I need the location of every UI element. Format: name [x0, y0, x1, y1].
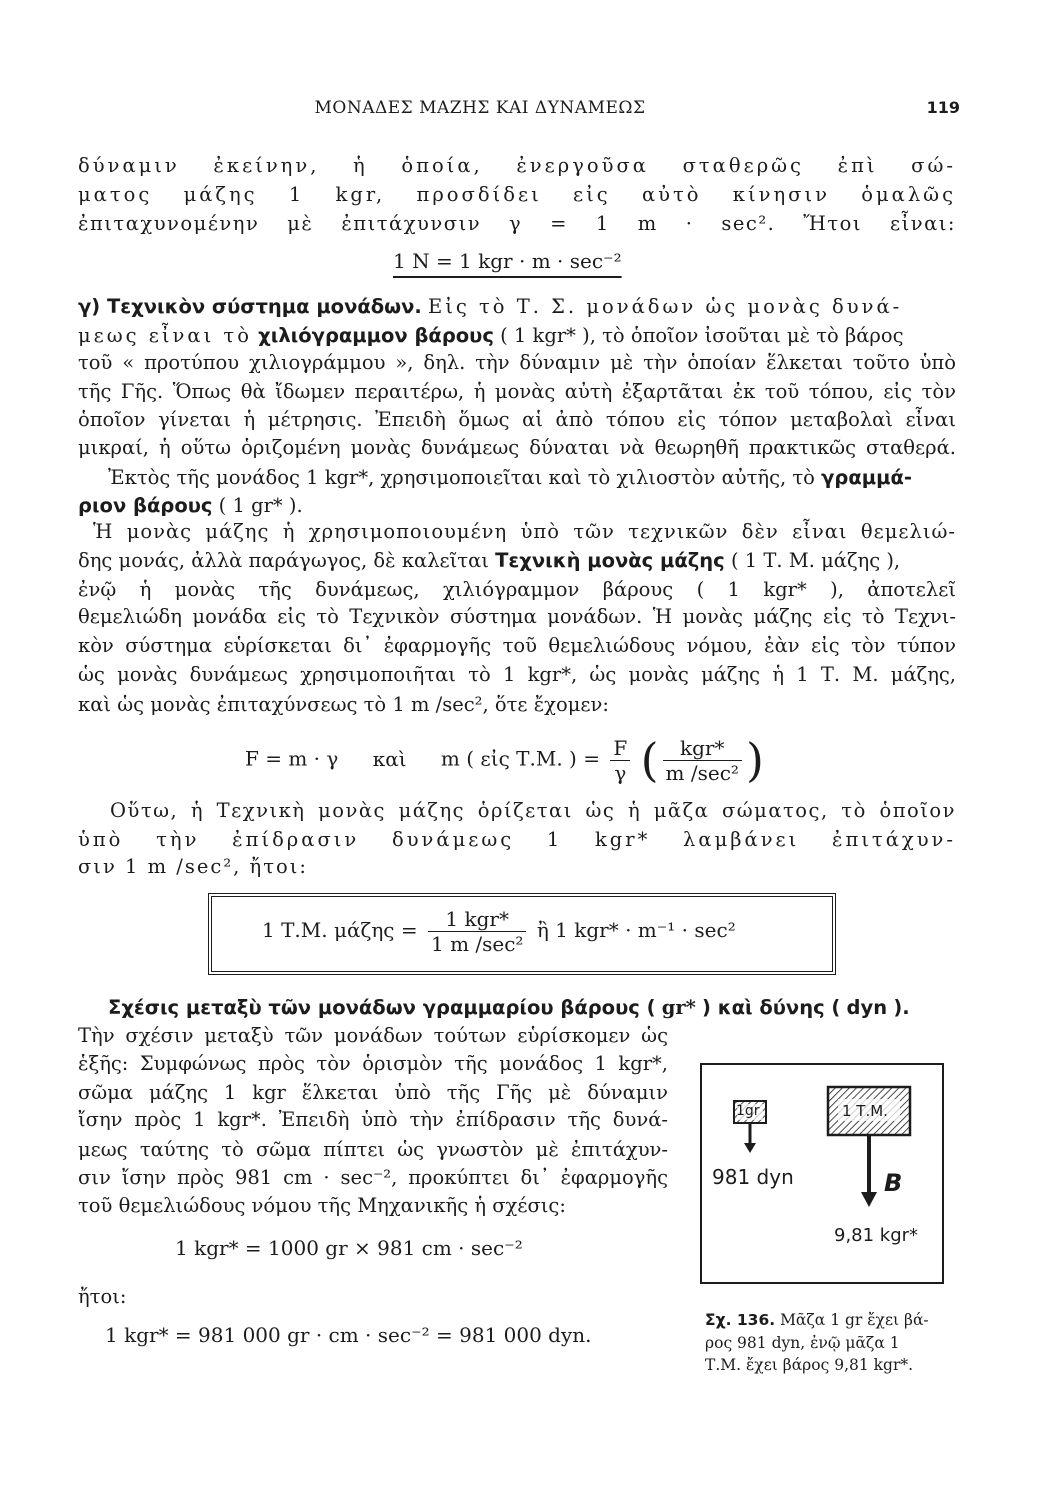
equation-newton: 1 N = 1 kgr · m · sec⁻² — [393, 249, 622, 273]
section-heading: γ) Τεχνικὸν σύστημα μονάδων. — [78, 295, 422, 318]
text-line: ἐνῷ ἡ μονὰς τῆς δυνάμεως, χιλιόγραμμον βάρους ( 1 kgr* ), ἀποτελεῖ — [78, 578, 956, 601]
bold-term: γραμμά- — [821, 466, 912, 489]
equation-mass-unit: F = m · γ καὶ m ( εἰς Τ.Μ. ) = $\frac{F}{\gamma}$ ( $\frac{\text{kgr*}}{\text{m /sec²}}$ ) — [245, 733, 764, 787]
text-line: Οὕτω, ἡ Τεχνικὴ μονὰς μάζης ὁρίζεται ὡς ἡ μᾶζα σώματος, τὸ ὁποῖον — [110, 799, 956, 822]
text-line: μικραί, ἡ οὕτω ὁριζομένη μονὰς δυνάμεως δύναται νὰ θεωρηθῆ πρακτικῶς σταθερά. — [78, 436, 956, 459]
figure-label-981dyn: 981 dyn — [712, 1165, 794, 1189]
text-line: δης μονάς, ἀλλὰ παράγωγος, δὲ καλεῖται Τεχνικὴ μονὰς μάζης ( 1 Τ. Μ. μάζης ), — [78, 549, 901, 572]
text-line: ἑξῆς: Συμφώνως πρὸς τὸν ὁρισμὸν τῆς μονάδος 1 kgr*, — [78, 1052, 668, 1075]
equation-result: 1 kgr* = 981 000 gr · cm · sec⁻² = 981 000 dyn. — [105, 1323, 592, 1347]
boxed-equation: 1 Τ.Μ. μάζης = $\frac{\text{1 kgr*}}{\text{1 m /sec²}}$ ἢ 1 kgr* · m⁻¹ · sec² — [208, 893, 836, 975]
text-line: γ) Τεχνικὸν σύστημα μονάδων. Εἰς τὸ Τ. Σ. μονάδων ὡς μονὰς δυνά- — [78, 295, 903, 318]
text-line: ἐπιταχυνομένην μὲ ἐπιτάχυνσιν γ = 1 m · sec². Ἤτοι εἶναι: — [78, 212, 956, 235]
figure-caption-line: Τ.Μ. ἔχει βάρος 9,81 kgr*. — [705, 1355, 914, 1374]
text-line: Τὴν σχέσιν μεταξὺ τῶν μονάδων τούτων εὑρίσκομεν ὡς — [78, 1024, 668, 1047]
page-header — [80, 98, 960, 128]
text-line: τῆς Γῆς. Ὅπως θὰ ἴδωμεν περαιτέρω, ἡ μονὰς αὐτὴ ἐξαρτᾶται ἐκ τοῦ τόπου, εἰς τὸν — [78, 380, 956, 403]
text-line: σῶμα μάζης 1 kgr ἕλκεται ὑπὸ τῆς Γῆς μὲ δύναμιν — [78, 1081, 668, 1104]
figure-label-b: B — [884, 1169, 903, 1197]
arrow-down-icon — [744, 1123, 756, 1153]
text-line: ριον βάρους ( 1 gr* ). — [78, 494, 303, 517]
bold-term: χιλιόγραμμον βάρους — [258, 324, 494, 347]
text-line: ἴσην πρὸς 1 kgr*. Ἐπειδὴ ὑπὸ τὴν ἐπίδρασιν τῆς δυνά- — [78, 1108, 668, 1131]
arrow-down-icon — [861, 1135, 877, 1207]
figure-136 — [700, 1063, 944, 1284]
fraction: $\frac{\text{kgr*}}{\text{m /sec²}}$ — [663, 736, 742, 785]
figure-label-981kgr: 9,81 kgr* — [834, 1225, 919, 1246]
figure-caption-line: ρος 981 dyn, ἐνῷ μᾶζα 1 — [705, 1333, 900, 1352]
text-line: ὁποῖον γίνεται ἡ μέτρησις. Ἐπειδὴ ὅμως αἱ ἀπὸ τόπου εἰς τόπον μεταβολαὶ εἶναι — [78, 408, 956, 431]
text-line: ματος μάζης 1 kgr, προσδίδει εἰς αὐτὸ κίνησιν ὁμαλῶς — [78, 183, 956, 206]
text-line: μεως ταύτης τὸ σῶμα πίπτει ὡς γνωστὸν μὲ ἐπιτάχυν- — [78, 1138, 668, 1161]
text-line: καὶ ὡς μονὰς ἐπιταχύνσεως τὸ 1 m /sec², ὅτε ἔχομεν: — [78, 693, 609, 716]
text-line: κὸν σύστημα εὑρίσκεται δι᾽ ἐφαρμογῆς τοῦ θεμελιώδους νόμου, ἐὰν εἰς τὸν τύπον — [78, 634, 956, 657]
text-line: θεμελιώδη μονάδα εἰς τὸ Τεχνικὸν σύστημα μονάδων. Ἡ μονὰς μάζης εἰς τὸ Τεχνι- — [78, 605, 956, 628]
text-line: σιν 1 m /sec², ἤτοι: — [78, 855, 308, 878]
running-title: ΜΟΝΑΔΕΣ ΜΑΖΗΣ ΚΑΙ ΔΥΝΑΜΕΩΣ — [314, 98, 646, 118]
bold-term: ριον βάρους — [78, 494, 213, 517]
page-number: 119 — [926, 98, 960, 117]
text-line: ἤτοι: — [78, 1285, 127, 1308]
text-line: δύναμιν ἐκείνην, ἡ ὁποία, ἐνεργοῦσα σταθερῶς ἐπὶ σώ- — [78, 154, 956, 177]
text-line: ὑπὸ τὴν ἐπίδρασιν δυνάμεως 1 kgr* λαμβάνει ἐπιτάχυν- — [78, 828, 956, 851]
equation-kgr-dyn: 1 kgr* = 1000 gr × 981 cm · sec⁻² — [175, 1236, 523, 1260]
text-line: τοῦ θεμελιώδους νόμου τῆς Μηχανικῆς ἡ σχέσις: — [78, 1194, 566, 1217]
figure-caption: Σχ. 136. Μᾶζα 1 gr ἔχει βά- — [705, 1310, 929, 1329]
text-line: τοῦ « προτύπου χιλιογράμμου », δηλ. τὴν δύναμιν μὲ τὴν ὁποίαν ἕλκεται τοῦτο ὑπὸ — [78, 351, 956, 374]
figure-label-1gr: 1gr — [736, 1103, 760, 1119]
fraction: $\frac{\text{1 kgr*}}{\text{1 m /sec²}}$ — [428, 907, 526, 956]
fraction: $\frac{F}{\gamma}$ — [610, 736, 630, 785]
text-line: μεως εἶναι τὸ χιλιόγραμμον βάρους ( 1 kgr* ), τὸ ὁποῖον ἰσοῦται μὲ τὸ βάρος — [78, 324, 904, 347]
text-line: σιν ἴσην πρὸς 981 cm · sec⁻², προκύπτει δι᾽ ἐφαρμογῆς — [78, 1166, 668, 1189]
figure-label-1tm: 1 Τ.Μ. — [842, 1102, 888, 1120]
section-title: Σχέσις μεταξὺ τῶν μονάδων γραμμαρίου βάρους ( gr* ) καὶ δύνης ( dyn ). — [108, 996, 910, 1019]
text-line: ὡς μονὰς δυνάμεως χρησιμοποιῆται τὸ 1 kgr*, ὡς μονὰς μάζης ἡ 1 Τ. Μ. μάζης, — [78, 663, 956, 686]
text-line: Ἐκτὸς τῆς μονάδος 1 kgr*, χρησιμοποιεῖται καὶ τὸ χιλιοστὸν αὐτῆς, τὸ γραμμά- — [108, 466, 912, 489]
bold-term: Τεχνικὴ μονὰς μάζης — [495, 549, 725, 572]
text-line: Ἡ μονὰς μάζης ἡ χρησιμοποιουμένη ὑπὸ τῶν τεχνικῶν δὲν εἶναι θεμελιώ- — [93, 520, 956, 543]
